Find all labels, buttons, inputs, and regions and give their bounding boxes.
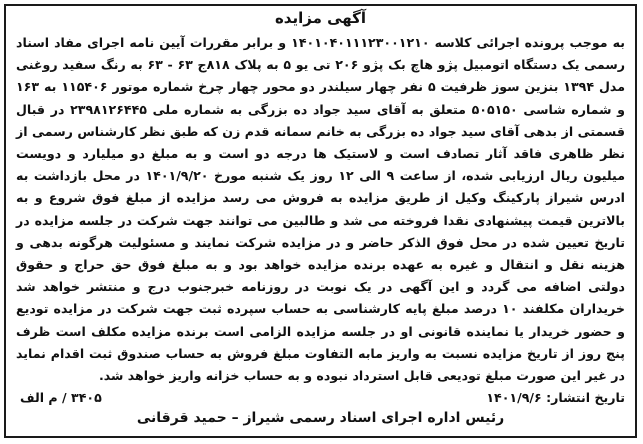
notice-paragraph: به موجب پرونده اجرائی کلاسه ۱۴۰۱۰۴۰۱۱۱۲۳۰۰۱۲۱۰ و برابر مقررات آیین نامه اجرای مفاد اسناد رسمی یک دستگاه اتومبیل پژو هاچ بک پژو ۲۰۶ تی یو ۵ به پلاک ۸۱۸ج ۶۳ - ۶۳ به رنگ سفید روغنی مدل ۱۳۹۴ بنزین سوز ظرفیت ۵ نفر چهار سیلندر دو محور چهار چرخ شماره موتور ۱۱۵۴۰۶ به ۱۶۳ و شماره شاسی ۵۰۵۱۵۰ متعلق به آقای سید جواد ده بزرگی به شماره ملی ۲۳۹۸۱۲۶۴۴۵ در قبال قسمتی از بدهی آقای سید جواد ده بزرگی به خانم سمانه قدم زن که طبق نظر کارشناس رسمی از نظر ظاهری فاقد آثار تصادف است و لاستیک ها درجه دو است و به مبلغ دو میلیارد و دویست میلیون ریال ارزیابی شده، از ساعت ۹ الی ۱۲ روز یک شنبه مورخ ۱۴۰۱/۹/۲۰ در محل بازداشت به ادرس شیراز پارکینگ وکیل از طریق مزایده به فروش می رسد مزایده از مبلغ فوق شروع و به بالاترین قیمت پیشنهادی نقدا فروخته می شد و طالبین می توانند جهت شرکت در جلسه مزایده در تاریخ تعیین شده در محل فوق الذکر حاضر و در مزایده شرکت نمایند و مسئولیت هرگونه بدهی و هزینه نقل و انتقال و غیره به عهده برنده مزایده خواهد بود و به مبلغ فوق حق حراج و حقوق دولتی اضافه می گردد و این آگهی در یک نوبت در روزنامه خبرجنوب درج و منتشر خواهد شد خریداران مکلفند ۱۰ درصد مبلغ پایه کارشناسی به حساب سپرده ثبت جهت شرکت در مزایده تودیع و حضور خریدار یا نماینده قانونی او در جلسه مزایده الزامی است برنده مزایده مکلف است ظرف پنج روز از تاریخ مزایده نسبت به واریز مابه التفاوت مبلغ فروش به حساب صندوق ثبت اقدام نماید در غیر این صورت مبلغ تودیعی قابل استرداد نبوده و به حساب خزانه واریز خواهد شد. bbox=[16, 35, 626, 384]
reference-number: ۳۴۰۵ / م الف bbox=[20, 390, 102, 405]
notice-title: آگهی مزایده bbox=[274, 9, 367, 27]
notice-meta-row bbox=[20, 390, 625, 410]
notice-frame bbox=[4, 4, 637, 438]
signature-line: رئیس اداره اجرای اسناد رسمی شیراز – حمید قرقانی bbox=[136, 410, 505, 426]
notice-body bbox=[16, 32, 625, 387]
publish-date: تاریخ انتشار: ۱۴۰۱/۹/۶ bbox=[486, 390, 625, 405]
